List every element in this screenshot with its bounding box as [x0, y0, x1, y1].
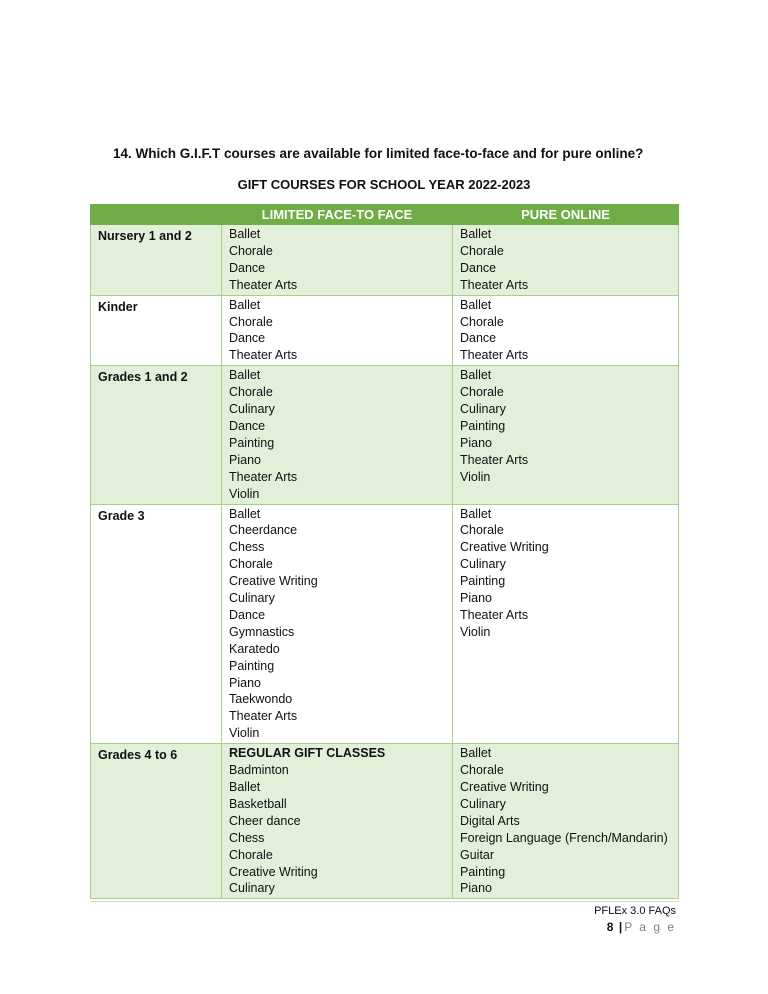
grade-cell: Grades 4 to 6: [91, 744, 222, 899]
question-heading: 14. Which G.I.F.T courses are available for limited face-to-face and for pure online?: [113, 146, 644, 161]
course-item: Chorale: [460, 523, 504, 538]
footer-divider: [90, 901, 679, 902]
course-item: Theater Arts: [460, 607, 529, 622]
course-item: Violin: [229, 726, 260, 741]
course-item: Ballet: [460, 506, 492, 521]
course-item: Chorale: [229, 314, 273, 329]
course-item: Culinary: [460, 796, 506, 811]
course-item: Ballet: [460, 297, 492, 312]
course-item: Ballet: [460, 746, 492, 761]
course-item: Theater Arts: [460, 452, 529, 467]
course-item: Piano: [229, 675, 261, 690]
course-item: Creative Writing: [229, 574, 318, 589]
course-item: Chorale: [460, 763, 504, 778]
course-item: Theater Arts: [229, 469, 298, 484]
grade-cell: Kinder: [91, 295, 222, 366]
course-item: Dance: [229, 418, 266, 433]
header-limited-face-to-face: LIMITED FACE-TO FACE: [222, 205, 453, 225]
limited-courses-cell: [222, 744, 453, 899]
online-courses-cell: [453, 366, 679, 504]
course-item: Chorale: [229, 243, 273, 258]
course-item: Violin: [460, 624, 491, 639]
course-item: Culinary: [460, 402, 506, 417]
course-item: Ballet: [229, 506, 261, 521]
course-item: Ballet: [229, 780, 261, 794]
course-item: Chess: [229, 830, 265, 845]
course-item: Cheer dance: [229, 813, 301, 828]
footer-title: PFLEx 3.0 FAQs: [594, 905, 676, 917]
grade-cell: Nursery 1 and 2: [91, 225, 222, 296]
limited-courses-cell: [222, 225, 453, 296]
page-label: P a g e: [624, 920, 676, 934]
online-courses-cell: [453, 504, 679, 744]
table-row: [91, 504, 679, 744]
course-item: Digital Arts: [460, 813, 520, 828]
course-item: Foreign Language (French/Mandarin): [460, 830, 668, 845]
course-item: Karatedo: [229, 641, 280, 656]
course-item: Theater Arts: [460, 277, 529, 292]
course-item: Creative Writing: [460, 780, 549, 794]
online-courses-cell: [453, 295, 679, 366]
footer-page-indicator: [607, 920, 676, 934]
course-item: Piano: [460, 435, 492, 450]
table-body: [91, 225, 679, 899]
course-item: Creative Writing: [460, 540, 549, 555]
course-item: Theater Arts: [229, 348, 298, 363]
course-item: Painting: [460, 574, 506, 589]
course-item: Taekwondo: [229, 692, 293, 707]
course-item: Theater Arts: [460, 348, 529, 363]
course-item: Dance: [229, 260, 266, 275]
course-item: Chorale: [229, 385, 273, 400]
course-item: Ballet: [229, 297, 261, 312]
course-item: Chorale: [460, 385, 504, 400]
table-row: [91, 744, 679, 899]
grade-cell: Grade 3: [91, 504, 222, 744]
course-item: Dance: [460, 260, 497, 275]
course-item: Painting: [460, 864, 506, 879]
course-item: Chorale: [229, 847, 273, 862]
limited-courses-cell: [222, 504, 453, 744]
page-number: 8: [606, 920, 614, 934]
course-item: Chorale: [229, 557, 273, 572]
table-row: [91, 225, 679, 296]
course-group-heading: REGULAR GIFT CLASSES: [229, 746, 386, 761]
course-item: Cheerdance: [229, 523, 298, 538]
course-item: Gymnastics: [229, 624, 295, 639]
course-item: Piano: [460, 881, 492, 896]
header-grade: [91, 205, 222, 225]
course-item: Dance: [229, 331, 266, 346]
grade-cell: Grades 1 and 2: [91, 366, 222, 504]
course-item: Theater Arts: [229, 709, 298, 724]
course-item: Ballet: [460, 368, 492, 383]
course-item: Piano: [460, 591, 492, 606]
course-item: Culinary: [229, 402, 275, 417]
course-item: Chorale: [460, 314, 504, 329]
limited-courses-cell: [222, 366, 453, 504]
course-item: Ballet: [229, 227, 261, 241]
course-item: Guitar: [460, 847, 495, 862]
course-item: Violin: [460, 469, 491, 484]
course-item: Ballet: [460, 227, 492, 241]
course-item: Theater Arts: [229, 277, 298, 292]
course-item: Painting: [229, 435, 275, 450]
course-item: Badminton: [229, 763, 289, 778]
gift-courses-table: [90, 204, 679, 899]
table-title: GIFT COURSES FOR SCHOOL YEAR 2022-2023: [237, 177, 531, 192]
course-item: Piano: [229, 452, 261, 467]
course-item: Painting: [229, 658, 275, 673]
table-row: [91, 295, 679, 366]
online-courses-cell: [453, 744, 679, 899]
course-item: Culinary: [229, 881, 275, 896]
page-separator: |: [618, 920, 625, 934]
course-item: Chess: [229, 540, 265, 555]
table-header-row: [91, 205, 679, 225]
header-pure-online: PURE ONLINE: [453, 205, 679, 225]
course-item: Dance: [460, 331, 497, 346]
course-item: Violin: [229, 486, 260, 501]
course-item: Chorale: [460, 243, 504, 258]
course-item: Basketball: [229, 796, 287, 811]
course-item: Culinary: [229, 591, 275, 606]
online-courses-cell: [453, 225, 679, 296]
limited-courses-cell: [222, 295, 453, 366]
course-item: Creative Writing: [229, 864, 318, 879]
course-item: Culinary: [460, 557, 506, 572]
table-row: [91, 366, 679, 504]
course-item: Dance: [229, 607, 266, 622]
course-item: Ballet: [229, 368, 261, 383]
course-item: Painting: [460, 418, 506, 433]
